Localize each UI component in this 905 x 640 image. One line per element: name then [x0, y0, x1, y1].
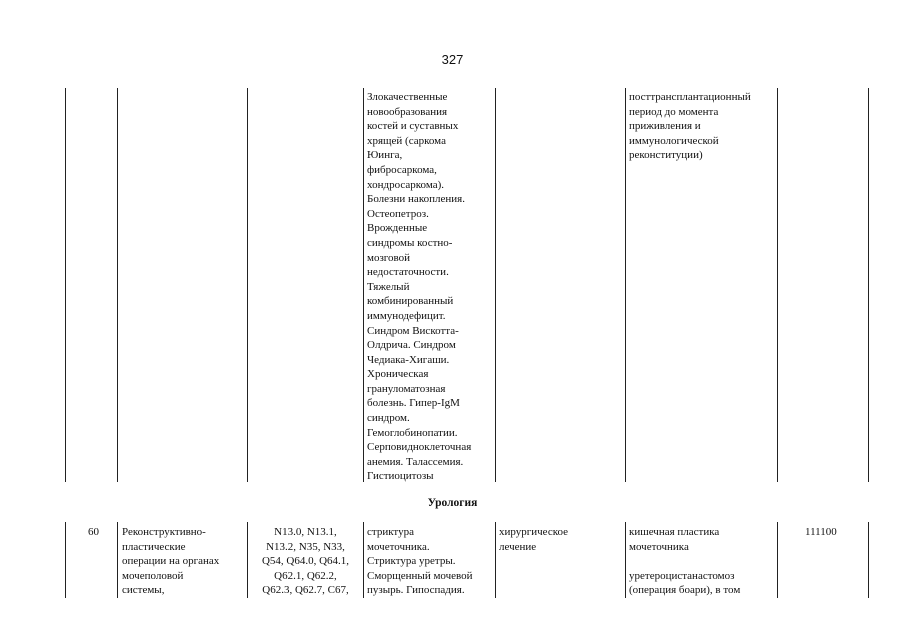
column-rule [495, 522, 496, 598]
column-rule [868, 88, 869, 482]
column-rule [777, 522, 778, 598]
section-title: Урология [427, 497, 478, 509]
column-rule [247, 88, 248, 482]
column-rule [117, 88, 118, 482]
icd-codes: N13.0, N13.1, N13.2, N35, N33, Q54, Q64.0, Q64.1, Q62.1, Q62.2, Q62.3, Q62.7, C67, [261, 526, 350, 597]
method-cell: посттрансплантационный период до момента приживления и иммунологической реконституции) [629, 91, 751, 162]
intervention-name: Реконструктивно- пластические операции на органах мочеполовой системы, [122, 526, 220, 597]
column-rule [363, 88, 364, 482]
column-rule [625, 88, 626, 482]
column-rule [247, 522, 248, 598]
column-rule [117, 522, 118, 598]
method-cell: кишечная пластика мочеточника уретероцистанастомоз (операция боари), в том [629, 526, 741, 597]
treatment-type: хирургическое лечение [499, 526, 569, 553]
column-rule [363, 522, 364, 598]
row-number: 60 [88, 526, 99, 538]
column-rule [65, 522, 66, 598]
column-rule [625, 522, 626, 598]
column-rule [868, 522, 869, 598]
diseases-cell: Злокачественные новообразования костей и суставных хрящей (саркома Юинга, фибросаркома, хондросаркома). Болезни накопления. Остеопетроз. Врожденные синдромы костно- мозговой недостаточности. Тяжелый комбинированный иммунодефицит. Синдром Вискотта- Олдрича. Синдром Чедиака-Хигаши. Хроническая грануломатозная болезнь. Гипер-IgM синдром. Гемоглобинопатии. Серповидноклеточная анемия. Талассемия. Гистиоцитозы [367, 91, 472, 483]
diseases-cell: стриктура мочеточника. Стриктура уретры. Сморщенный мочевой пузырь. Гипоспадия. [367, 526, 473, 597]
cost-value: 111100 [805, 526, 837, 538]
page-number: 327 [441, 52, 464, 67]
column-rule [65, 88, 66, 482]
